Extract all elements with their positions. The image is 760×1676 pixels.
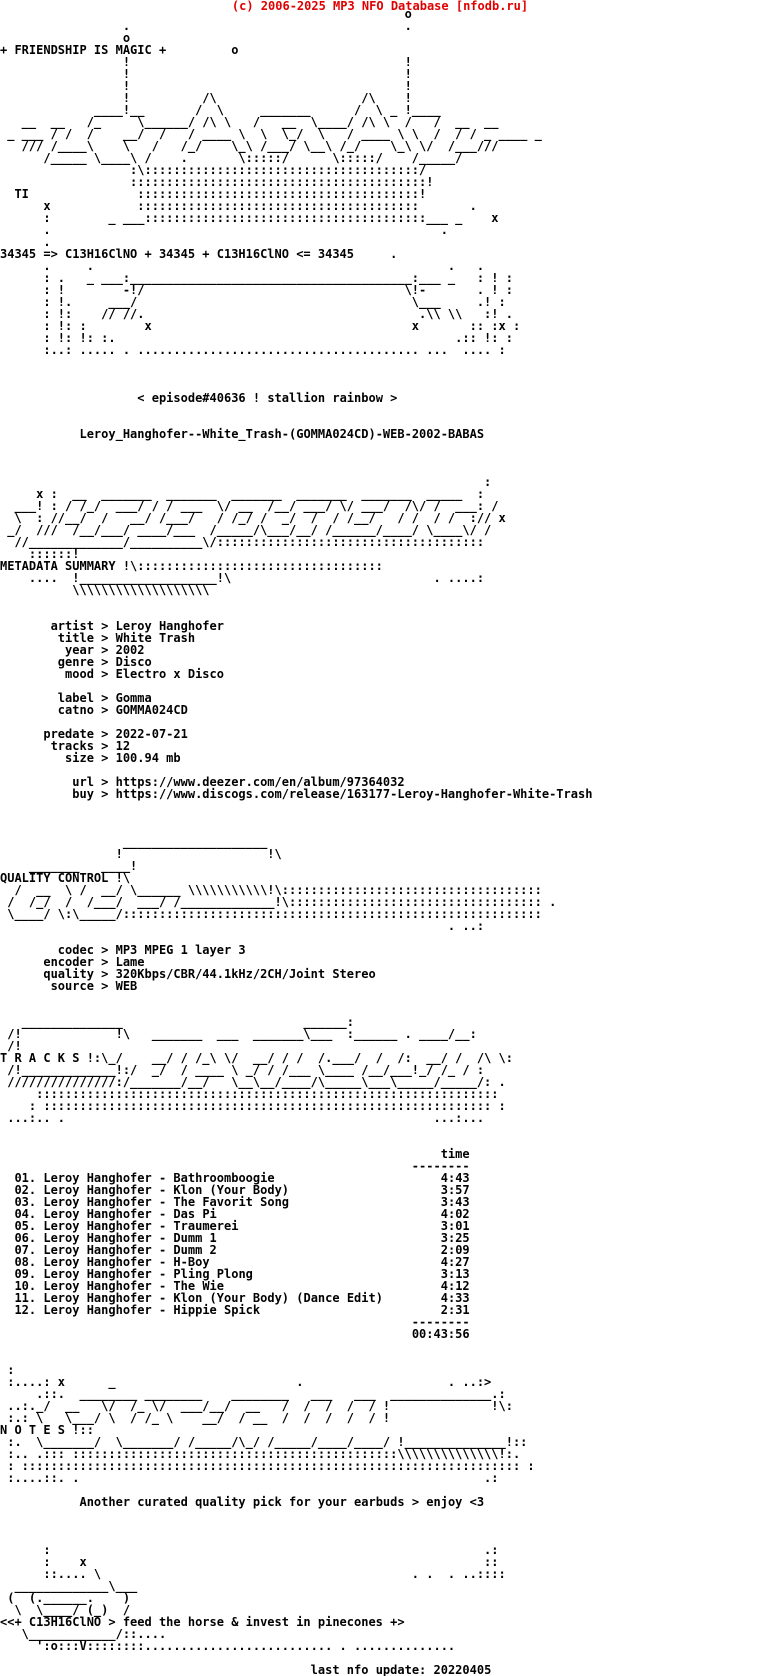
track-time: 4:43 bbox=[440, 1171, 470, 1185]
track-time: 3:43 bbox=[440, 1195, 470, 1209]
track-title: Dumm 1 bbox=[173, 1231, 217, 1245]
episode-line: < episode#40636 ! stallion rainbow > bbox=[137, 391, 398, 405]
track-number: 11 bbox=[14, 1291, 29, 1305]
track-title: Traumerei bbox=[173, 1219, 239, 1233]
track-number: 12 bbox=[14, 1303, 29, 1317]
track-time: 2:31 bbox=[440, 1303, 470, 1317]
track-row: 03. Leroy Hanghofer - The Favorit Song 3:43 bbox=[14, 1195, 470, 1209]
track-time: 3:57 bbox=[440, 1183, 470, 1197]
track-title: Hippie Spick bbox=[173, 1303, 261, 1317]
track-number: 02 bbox=[14, 1183, 29, 1197]
track-time: 4:33 bbox=[440, 1291, 470, 1305]
notes-text: Another curated quality pick for your earbuds > enjoy <3 bbox=[79, 1495, 485, 1509]
track-artist: Leroy Hanghofer bbox=[43, 1207, 152, 1221]
track-number: 10 bbox=[14, 1279, 29, 1293]
field-buy: https://www.discogs.com/release/163177-Leroy-Hanghofer-White-Trash bbox=[115, 787, 593, 801]
field-source: WEB bbox=[115, 979, 138, 993]
footer-motto: <<+ C13H16ClNO > feed the horse & invest in pinecones +> bbox=[0, 1615, 405, 1629]
track-artist: Leroy Hanghofer bbox=[43, 1231, 152, 1245]
track-time: 3:01 bbox=[440, 1219, 470, 1233]
track-row: 10. Leroy Hanghofer - The Wie 4:12 bbox=[14, 1279, 470, 1293]
field-title: White Trash bbox=[115, 631, 196, 645]
track-title: The Favorit Song bbox=[173, 1195, 290, 1209]
track-title: Klon (Your Body) (Dance Edit) bbox=[173, 1291, 383, 1305]
field-encoder: Lame bbox=[115, 955, 145, 969]
track-artist: Leroy Hanghofer bbox=[43, 1243, 152, 1257]
track-time: 4:27 bbox=[440, 1255, 470, 1269]
field-predate: 2022-07-21 bbox=[115, 727, 188, 741]
track-row: 11. Leroy Hanghofer - Klon (Your Body) (Dance Edit) 4:33 bbox=[14, 1291, 470, 1305]
site-header: (c) 2006-2025 MP3 NFO Database [nfodb.ru] bbox=[231, 0, 529, 13]
track-artist: Leroy Hanghofer bbox=[43, 1171, 152, 1185]
track-number: 04 bbox=[14, 1207, 29, 1221]
track-time: 4:12 bbox=[440, 1279, 470, 1293]
track-artist: Leroy Hanghofer bbox=[43, 1219, 152, 1233]
track-row: 08. Leroy Hanghofer - H-Boy 4:27 bbox=[14, 1255, 470, 1269]
field-genre: Disco bbox=[115, 655, 152, 669]
track-time: 2:09 bbox=[440, 1243, 470, 1257]
track-title: The Wie bbox=[173, 1279, 224, 1293]
track-number: 03 bbox=[14, 1195, 29, 1209]
tracks-title: T R A C K S bbox=[0, 1051, 80, 1065]
track-number: 06 bbox=[14, 1231, 29, 1245]
track-artist: Leroy Hanghofer bbox=[43, 1195, 152, 1209]
track-row: 12. Leroy Hanghofer - Hippie Spick 2:31 bbox=[14, 1303, 470, 1317]
track-row: 04. Leroy Hanghofer - Das Pi 4:02 bbox=[14, 1207, 470, 1221]
total-time: 00:43:56 bbox=[411, 1327, 470, 1341]
track-time: 3:25 bbox=[440, 1231, 470, 1245]
track-artist: Leroy Hanghofer bbox=[43, 1255, 152, 1269]
track-artist: Leroy Hanghofer bbox=[43, 1303, 152, 1317]
track-artist: Leroy Hanghofer bbox=[43, 1291, 152, 1305]
track-number: 05 bbox=[14, 1219, 29, 1233]
field-quality: 320Kbps/CBR/44.1kHz/2CH/Joint Stereo bbox=[115, 967, 376, 981]
release-name: Leroy_Hanghofer--White_Trash-(GOMMA024CD)-WEB-2002-BABAS bbox=[79, 427, 485, 441]
field-tracks: 12 bbox=[115, 739, 131, 753]
track-row: 05. Leroy Hanghofer - Traumerei 3:01 bbox=[14, 1219, 470, 1233]
time-header: time bbox=[440, 1147, 470, 1161]
track-number: 07 bbox=[14, 1243, 29, 1257]
field-label: Gomma bbox=[115, 691, 152, 705]
track-title: Bathroomboogie bbox=[173, 1171, 275, 1185]
track-row: 01. Leroy Hanghofer - Bathroomboogie 4:43 bbox=[14, 1171, 470, 1185]
field-url: https://www.deezer.com/en/album/97364032 bbox=[115, 775, 405, 789]
tagline: + FRIENDSHIP IS MAGIC + bbox=[0, 43, 167, 57]
track-artist: Leroy Hanghofer bbox=[43, 1183, 152, 1197]
track-title: Das Pi bbox=[173, 1207, 217, 1221]
track-number: 01 bbox=[14, 1171, 29, 1185]
formula: 34345 => C13H16ClNO + 34345 + C13H16ClNO <= 34345 bbox=[0, 247, 355, 261]
track-row: 09. Leroy Hanghofer - Pling Plong 3:13 bbox=[14, 1267, 470, 1281]
field-catno: GOMMA024CD bbox=[115, 703, 188, 717]
track-number: 08 bbox=[14, 1255, 29, 1269]
field-codec: MP3 MPEG 1 layer 3 bbox=[115, 943, 246, 957]
track-title: Dumm 2 bbox=[173, 1243, 217, 1257]
track-time: 3:13 bbox=[440, 1267, 470, 1281]
notes-title: N O T E S bbox=[0, 1423, 66, 1437]
nfo-text: o . . o + FRIENDSHIP IS MAGIC + o ! ! ! ! ! ! ! /\ /\ ! ____!__ / \ _______ / \ _ !____ __ __ /_ \______/ /\ \ / __ \____/ /\ \ / / __ __ _ ___ / / / __/ / / ____ \ \ \_/ \ / ____ \ \ / / / _ ____ _ /// /____\ \ / /_/ \_\ /___/ \__\ /_/ \_\ \/ /___/// /_____ \____\ / . \:::::/ \:::::/ /_____/ :\::::::::::::::::::::::::::::::::::::::/ :::::::::::::::::::::::::::::::::::::::::! TI :::::::::::::::::::::::::::::::::::::::! x ::::::::::::::::::::::::::::::::::::::: . : _ ___:::::::::::::::::::::::::::::::::::::::___ _ x . . . 34345 => C13H16ClNO + 34345 + C13H16ClNO <= 34345 . . . . . : . _ ___:_______________________________________:___ _ : ! : : ! -!/ \!- . ! : : !. ___/ \___ .! : : !: // //. .\\ \\ :! . : !: : x x :: :x : : !: !: :. .:: !: : :..: ..... . ....................................... ... .... : < episode#40636 ! stallion rainbow > Leroy_Hanghofer--White_Trash-(GOMMA024CD)-WEB-2002-BABAS : x : __ _______ _______ _______ _______ _______ _____ : ___! : / /_/ ___/ / / ___ \/ __ /__/ ___/ \/ ___/ /\/ / ___: / \ : //__/ / __/ /___/ / /_/ / _/ / / /__/ / / / / :// x _/ /// /__/___/ ____/___ /_____/\___/__/ /______/____/ \____\/ / //_____________/__________\/::::::::::::::::::::::::::::::::::::: ::::::! METADATA SUMMARY !\:::::::::::::::::::::::::::::::::: .... !___________________!\ . ....: \\\\\\\\\\\\\\\\\\\ artist > Leroy Hanghofer title > White Trash year > 2002 genre > Disco mood > Electro x Disco label > Gomma catno > GOMMA024CD predate > 2022-07-21 tracks > 12 size > 100.94 mb url > https://www.deezer.com/en/album/97364032 buy > https://www.discogs.com/release/163177-Leroy-Hanghofer-White-Trash ____________________ ! !\ _______ ____! QUALITY CONTROL !\ / __ \ / __/ \______ \\\\\\\\\\\!\:::::::::::::::::::::::::::::::::::: / /_/ / /___/ ___/ /_____________!\::::::::::::::::::::::::::::::::::: . \____/ \:\_____/:::::::::::::::::::::::::::::::::::::::::::::::::::::::::: . ..: codec > MP3 MPEG 1 layer 3 encoder > Lame quality > 320Kbps/CBR/44.1kHz/2CH/Joint Stereo source > WEB ______________ ______: /! !\ _______ ___ _______\___ :______ . ____/__: /! T R A C K S !:\_/ __/ / /_\ \/ __/ / / /.___/ / /: __/ / /\ \: /!_____________!:/ _/ / ____ \ _/ / /___ \____ /__/___!_/ /_ / : ///////////////:/_______/__/ \__\__/____/\_____\___\_____/_____/: . :::::::::::::::::::::::::::::::::::::::::::::::::::::::::::::::: : :::::::::::::::::::::::::::::::::::::::::::::::::::::::::::::: : ...:.. . ...:... time -------- 01. Leroy Hanghofer - Bathroomboogie 4:43 02. Leroy Hanghofer - Klon (Your Body) 3:57 03. Leroy Hanghofer - The Favorit Song 3:43 04. Leroy Hanghofer - Das Pi 4:02 05. Leroy Hanghofer - Traumerei 3:01 06. Leroy Hanghofer - Dumm 1 3:25 07. Leroy Hanghofer - Dumm 2 2:09 08. Leroy Hanghofer - H-Boy 4:27 09. Leroy Hanghofer - Pling Plong 3:13 10. Leroy Hanghofer - The Wie 4:12 11. Leroy Hanghofer - Klon (Your Body) (Dance Edit) 4:33 12. Leroy Hanghofer - Hippie Spick 2:31 -------- 00:43:56 : :....: x _ . . ..:> .::. ________ ________ ________ ___ ___ ______________.: ..:._/ __ \/ /_ \/ ___/__/ __ / / / / / ! !\: :.: \ \___/ \ / /_ \ __/ / __ / / / / / ! N O T E S !:: :. \_______/ \_______/ /_____/\_/ /_____/____/____/ !______________!:: :.. .::: :::::::::::::::::::::::::::::::::::::::::::::\\\\\\\\\\\\\\!:. : ::::::::::::::::::::::::::::::::::::::::::::::::::::::::::::::::::::: : :....::. . .: Another curated quality pick for your earbuds > enjoy <3 : .: : x :: ::.... \ . . . ..:::: _____________\___ ( (.______. ) \ \____/ (_) / <<+ C13H16ClNO > feed the horse & invest in pinecones +> \____________/::.... ':o:::V::::::::.......................... . .............. last nfo update: 20220405 bbox=[0, 8, 593, 1676]
field-year: 2002 bbox=[115, 643, 145, 657]
metadata-summary-title: METADATA SUMMARY bbox=[0, 559, 116, 573]
track-title: H-Boy bbox=[173, 1255, 210, 1269]
last-update: last nfo update: 20220405 bbox=[310, 1663, 492, 1676]
track-title: Klon (Your Body) bbox=[173, 1183, 290, 1197]
field-mood: Electro x Disco bbox=[115, 667, 224, 681]
track-number: 09 bbox=[14, 1267, 29, 1281]
track-artist: Leroy Hanghofer bbox=[43, 1267, 152, 1281]
track-time: 4:02 bbox=[440, 1207, 470, 1221]
quality-control-title: QUALITY CONTROL bbox=[0, 871, 109, 885]
track-artist: Leroy Hanghofer bbox=[43, 1279, 152, 1293]
track-title: Pling Plong bbox=[173, 1267, 253, 1281]
track-row: 06. Leroy Hanghofer - Dumm 1 3:25 bbox=[14, 1231, 470, 1245]
track-row: 02. Leroy Hanghofer - Klon (Your Body) 3:57 bbox=[14, 1183, 470, 1197]
field-artist: Leroy Hanghofer bbox=[115, 619, 224, 633]
field-size: 100.94 mb bbox=[115, 751, 181, 765]
track-row: 07. Leroy Hanghofer - Dumm 2 2:09 bbox=[14, 1243, 470, 1257]
